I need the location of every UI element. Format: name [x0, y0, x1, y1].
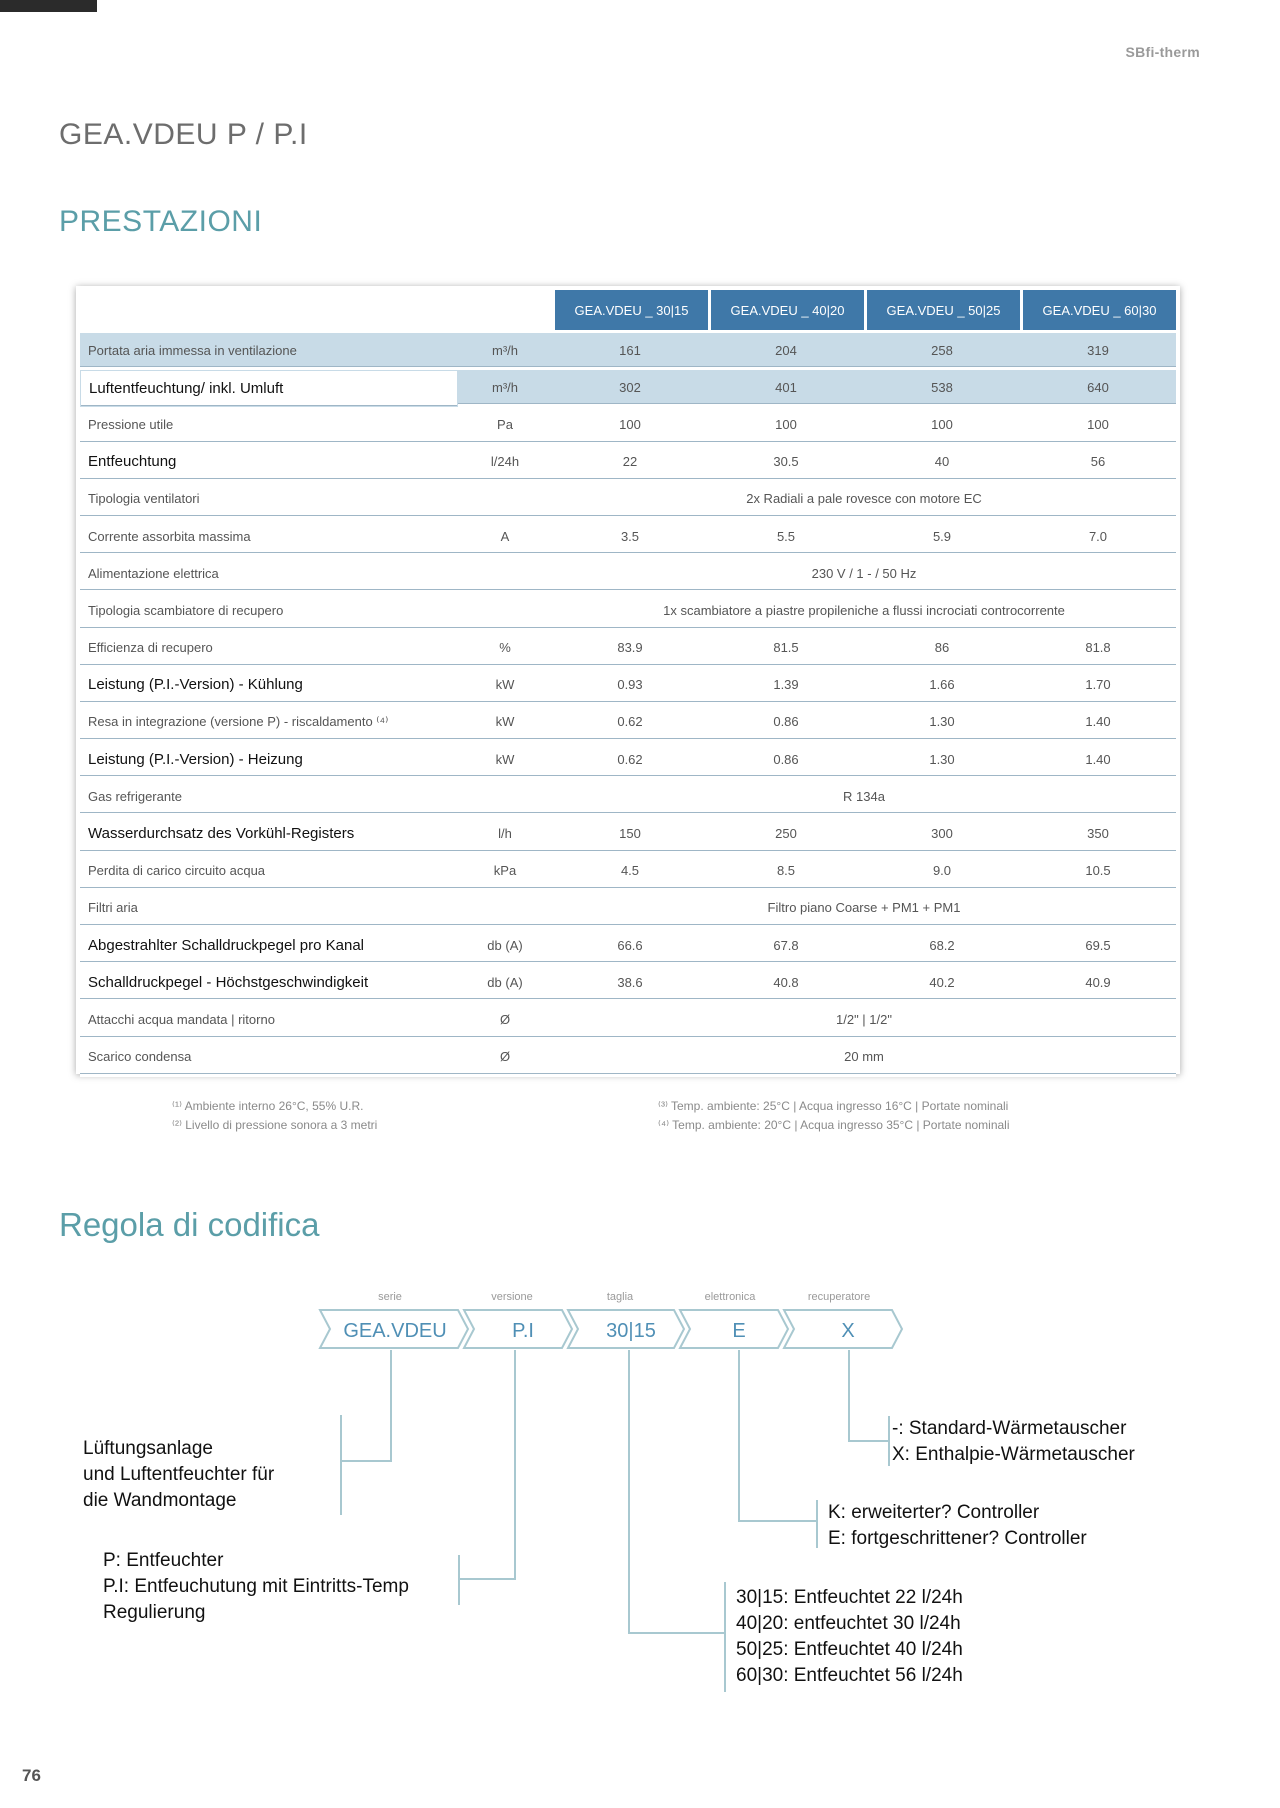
explanation-line: 30|15: Entfeuchtet 22 l/24h — [736, 1587, 963, 1608]
row-value: 66.6 — [552, 928, 708, 965]
row-value: 40.2 — [864, 965, 1020, 1002]
table-row — [80, 407, 1176, 444]
chevron-label-versione: versione — [491, 1291, 533, 1303]
table-row — [80, 631, 1176, 668]
row-value: 38.6 — [552, 965, 708, 1002]
explanation-line: P: Entfeuchter — [103, 1550, 224, 1571]
table-row — [80, 556, 1176, 593]
row-unit — [458, 482, 552, 519]
row-value: 204 — [708, 333, 864, 370]
header-model: GEA.VDEU _ 40|20 — [708, 290, 864, 333]
row-value-span: 2x Radiali a pale rovesce con motore EC — [552, 482, 1176, 519]
row-value: 1.30 — [864, 742, 1020, 779]
row-value: 0.86 — [708, 705, 864, 742]
row-value: 22 — [552, 445, 708, 482]
code-taglia: 30|15 — [606, 1320, 656, 1342]
row-label: Portata aria immessa in ventilazione — [80, 333, 458, 370]
spec-table — [80, 290, 1176, 1077]
connector-taglia-bracket — [724, 1582, 726, 1692]
row-value: 302 — [552, 370, 708, 407]
row-value-span: R 134a — [552, 779, 1176, 816]
row-value: 0.62 — [552, 742, 708, 779]
explanation-serie — [83, 1436, 274, 1514]
row-unit: kW — [458, 668, 552, 705]
header-model: GEA.VDEU _ 60|30 — [1020, 290, 1176, 333]
table-row — [80, 519, 1176, 556]
row-label: Abgestrahlter Schalldruckpegel pro Kanal — [80, 928, 458, 965]
connector-elettronica-bracket — [816, 1500, 818, 1548]
row-value: 319 — [1020, 333, 1176, 370]
row-unit: db (A) — [458, 928, 552, 965]
explanation-versione — [103, 1548, 409, 1626]
top-bar — [0, 0, 97, 12]
explanation-line: 50|25: Entfeuchtet 40 l/24h — [736, 1639, 963, 1660]
section-title: PRESTAZIONI — [59, 205, 263, 238]
row-value: 40 — [864, 445, 1020, 482]
note: ⁽³⁾ Temp. ambiente: 25°C | Acqua ingresso 16°C | Portate nominali — [658, 1099, 1009, 1113]
explanation-line: E: fortgeschrittener? Controller — [828, 1528, 1087, 1549]
table-row — [80, 965, 1176, 1002]
row-value: 100 — [708, 407, 864, 444]
row-label: Entfeuchtung — [80, 445, 458, 482]
row-unit: Pa — [458, 407, 552, 444]
row-value: 40.8 — [708, 965, 864, 1002]
connector-elettronica-v — [738, 1350, 740, 1522]
row-value: 0.93 — [552, 668, 708, 705]
row-value-span: 230 V / 1 - / 50 Hz — [552, 556, 1176, 593]
row-unit — [458, 891, 552, 928]
row-value-span: 1x scambiatore a piastre propileniche a flussi incrociati controcorrente — [552, 593, 1176, 630]
connector-recuperatore-v — [848, 1350, 850, 1442]
row-value-span: 1/2" | 1/2" — [552, 1002, 1176, 1039]
explanation-line: P.I: Entfeuchutung mit Eintritts-Temp — [103, 1576, 409, 1597]
table-row — [80, 742, 1176, 779]
notes-left — [172, 1097, 377, 1135]
explanation-line: K: erweiterter? Controller — [828, 1502, 1040, 1523]
chevron-label-recuperatore: recuperatore — [807, 1291, 871, 1303]
connector-taglia-h — [628, 1632, 726, 1634]
table-row — [80, 779, 1176, 816]
connector-versione-h — [460, 1578, 516, 1580]
note: ⁽⁴⁾ Temp. ambiente: 20°C | Acqua ingresso 35°C | Portate nominali — [658, 1118, 1010, 1132]
row-label: Corrente assorbita massima — [80, 519, 458, 556]
row-value: 9.0 — [864, 854, 1020, 891]
explanation-elettronica — [828, 1500, 1087, 1552]
coding-title: Regola di codifica — [59, 1206, 320, 1243]
code-serie: GEA.VDEU — [343, 1320, 447, 1342]
row-label: Scarico condensa — [80, 1040, 458, 1077]
row-value: 67.8 — [708, 928, 864, 965]
row-value: 300 — [864, 816, 1020, 853]
connector-versione-v — [514, 1350, 516, 1580]
page-number: 76 — [22, 1766, 41, 1785]
connector-recuperatore-h — [848, 1440, 890, 1442]
row-label: Attacchi acqua mandata | ritorno — [80, 1002, 458, 1039]
explanation-line: die Wandmontage — [83, 1490, 237, 1511]
row-value: 250 — [708, 816, 864, 853]
chevron-label-serie: serie — [378, 1291, 402, 1303]
row-label: Filtri aria — [80, 891, 458, 928]
row-unit: db (A) — [458, 965, 552, 1002]
row-unit: l/h — [458, 816, 552, 853]
row-value: 1.66 — [864, 668, 1020, 705]
row-value-span: Filtro piano Coarse + PM1 + PM1 — [552, 891, 1176, 928]
explanation-line: und Luftentfeuchter für — [83, 1464, 275, 1485]
connector-serie-v — [390, 1350, 392, 1462]
row-value: 81.5 — [708, 631, 864, 668]
row-value: 100 — [1020, 407, 1176, 444]
row-value: 68.2 — [864, 928, 1020, 965]
table-row — [80, 854, 1176, 891]
row-value: 30.5 — [708, 445, 864, 482]
row-value: 8.5 — [708, 854, 864, 891]
connector-serie-h — [342, 1460, 392, 1462]
row-value: 10.5 — [1020, 854, 1176, 891]
row-label: Pressione utile — [80, 407, 458, 444]
code-recuperatore: X — [841, 1320, 855, 1342]
row-value: 86 — [864, 631, 1020, 668]
row-label: Resa in integrazione (versione P) - riscaldamento ⁽⁴⁾ — [80, 705, 458, 742]
row-unit — [458, 593, 552, 630]
row-label: Schalldruckpegel - Höchstgeschwindigkeit — [80, 965, 458, 1002]
row-unit: A — [458, 519, 552, 556]
row-unit: kPa — [458, 854, 552, 891]
connector-taglia-v — [628, 1350, 630, 1634]
table-row — [80, 668, 1176, 705]
table-row — [80, 445, 1176, 482]
row-unit: l/24h — [458, 445, 552, 482]
table-row — [80, 816, 1176, 853]
explanation-line: 40|20: entfeuchtet 30 l/24h — [736, 1613, 961, 1634]
table-row — [80, 928, 1176, 965]
explanation-recuperatore — [892, 1416, 1135, 1468]
row-label: Tipologia ventilatori — [80, 482, 458, 519]
row-label: Tipologia scambiatore di recupero — [80, 593, 458, 630]
row-unit: kW — [458, 705, 552, 742]
table-row — [80, 891, 1176, 928]
row-value: 161 — [552, 333, 708, 370]
header-blank-unit — [458, 290, 552, 333]
row-unit: kW — [458, 742, 552, 779]
note: ⁽²⁾ Livello di pressione sonora a 3 metri — [172, 1118, 378, 1132]
chevron-label-taglia: taglia — [606, 1291, 634, 1303]
code-elettronica: E — [732, 1320, 746, 1342]
explanation-line: 60|30: Entfeuchtet 56 l/24h — [736, 1665, 963, 1686]
row-value: 7.0 — [1020, 519, 1176, 556]
explanation-line: Regulierung — [103, 1602, 206, 1623]
row-value: 40.9 — [1020, 965, 1176, 1002]
row-value: 69.5 — [1020, 928, 1176, 965]
explanation-line: X: Enthalpie-Wärmetauscher — [892, 1444, 1135, 1465]
row-value: 1.40 — [1020, 742, 1176, 779]
row-label: Perdita di carico circuito acqua — [80, 854, 458, 891]
row-label: Gas refrigerante — [80, 779, 458, 816]
row-value: 1.70 — [1020, 668, 1176, 705]
connector-recuperatore-bracket — [888, 1416, 890, 1466]
table-row — [80, 482, 1176, 519]
row-unit: m³/h — [458, 333, 552, 370]
explanation-line: -: Standard-Wärmetauscher — [892, 1418, 1127, 1439]
table-row — [80, 705, 1176, 742]
model-title: GEA.VDEU P / P.I — [59, 118, 308, 151]
chevron-label-elettronica: elettronica — [704, 1291, 756, 1303]
row-value: 150 — [552, 816, 708, 853]
connector-serie-bracket — [340, 1415, 342, 1515]
row-unit — [458, 556, 552, 593]
row-value: 4.5 — [552, 854, 708, 891]
row-value: 538 — [864, 370, 1020, 407]
row-value: 640 — [1020, 370, 1176, 407]
notes-right — [658, 1097, 1010, 1135]
header-model: GEA.VDEU _ 30|15 — [552, 290, 708, 333]
row-label: Alimentazione elettrica — [80, 556, 458, 593]
row-value: 350 — [1020, 816, 1176, 853]
explanation-line: Lüftungsanlage — [83, 1438, 213, 1459]
table-row — [80, 370, 1176, 407]
row-value: 56 — [1020, 445, 1176, 482]
table-row — [80, 593, 1176, 630]
table-row — [80, 1040, 1176, 1077]
row-label: Luftentfeuchtung/ inkl. Umluft — [80, 370, 458, 407]
row-value: 81.8 — [1020, 631, 1176, 668]
table-header-row — [80, 290, 1176, 333]
row-value: 0.86 — [708, 742, 864, 779]
row-label: Leistung (P.I.-Version) - Heizung — [80, 742, 458, 779]
row-unit: Ø — [458, 1002, 552, 1039]
row-value: 5.9 — [864, 519, 1020, 556]
row-label: Leistung (P.I.-Version) - Kühlung — [80, 668, 458, 705]
row-unit: m³/h — [458, 370, 552, 407]
row-unit: % — [458, 631, 552, 668]
row-label: Efficienza di recupero — [80, 631, 458, 668]
row-value: 5.5 — [708, 519, 864, 556]
row-value: 83.9 — [552, 631, 708, 668]
row-label: Wasserdurchsatz des Vorkühl-Registers — [80, 816, 458, 853]
spec-table-container — [76, 286, 1180, 1074]
connector-elettronica-h — [738, 1520, 818, 1522]
code-versione: P.I — [512, 1320, 534, 1342]
table-row — [80, 333, 1176, 370]
header-blank — [80, 290, 458, 333]
row-value-span: 20 mm — [552, 1040, 1176, 1077]
row-unit: Ø — [458, 1040, 552, 1077]
table-row — [80, 1002, 1176, 1039]
row-value: 1.39 — [708, 668, 864, 705]
row-value: 0.62 — [552, 705, 708, 742]
header-model: GEA.VDEU _ 50|25 — [864, 290, 1020, 333]
row-value: 258 — [864, 333, 1020, 370]
row-value: 1.40 — [1020, 705, 1176, 742]
note: ⁽¹⁾ Ambiente interno 26°C, 55% U.R. — [172, 1099, 364, 1113]
row-value: 401 — [708, 370, 864, 407]
explanation-taglia — [736, 1585, 963, 1689]
brand-logo: SBfi-therm — [1125, 44, 1200, 60]
connector-versione-bracket — [458, 1555, 460, 1605]
row-value: 3.5 — [552, 519, 708, 556]
row-value: 100 — [552, 407, 708, 444]
row-unit — [458, 779, 552, 816]
row-value: 100 — [864, 407, 1020, 444]
row-value: 1.30 — [864, 705, 1020, 742]
